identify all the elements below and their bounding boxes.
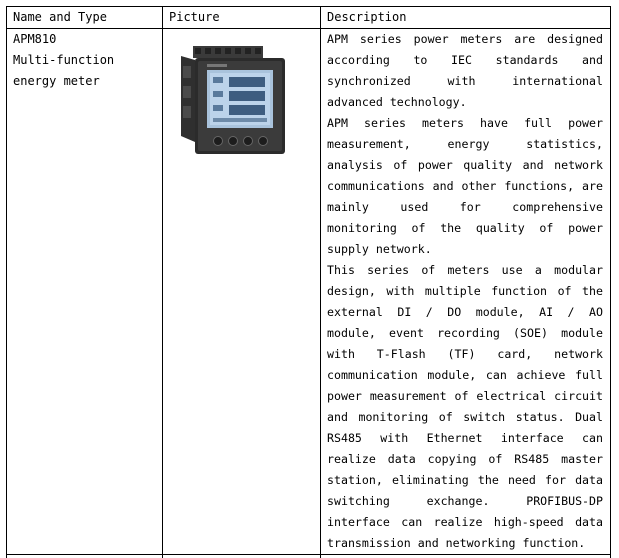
column-divider-2 [320,6,321,558]
table-right-border [610,6,611,558]
header-description: Description [327,10,407,24]
column-divider-1 [162,6,163,558]
description-text [327,29,603,554]
type-line-1: Multi-function [13,53,115,67]
header-name-and-type: Name and Type [13,10,107,24]
header-picture: Picture [169,10,220,24]
model-name: APM810 [13,32,57,46]
type-line-2: energy meter [13,74,100,88]
row-bottom-border [6,554,611,555]
description-paragraph-1: APM series power meters are designed according to IEC standards and synchronized with international advanced technology. [327,32,603,109]
table-left-border [6,6,7,558]
power-meter-image [181,46,287,156]
description-paragraph-2: APM series meters have full power measurement, energy statistics, analysis of power quality and network communications and other functions, are mainly used for comprehensive monitoring of the quality of power supply network. [327,116,603,256]
description-paragraph-3: This series of meters use a modular design, with multiple function of the external DI / DO module, AI / AO module, event recording (SOE) module with T-Flash (TF) card, network communication module, can achieve full power measurement of electrical circuit and monitoring of switch status. Dual RS485 with Ethernet interface can realize data copying of RS485 master station, eliminating the need for data switching exchange. PROFIBUS-DP interface can realize high-speed data transmission and networking function. [327,263,603,550]
